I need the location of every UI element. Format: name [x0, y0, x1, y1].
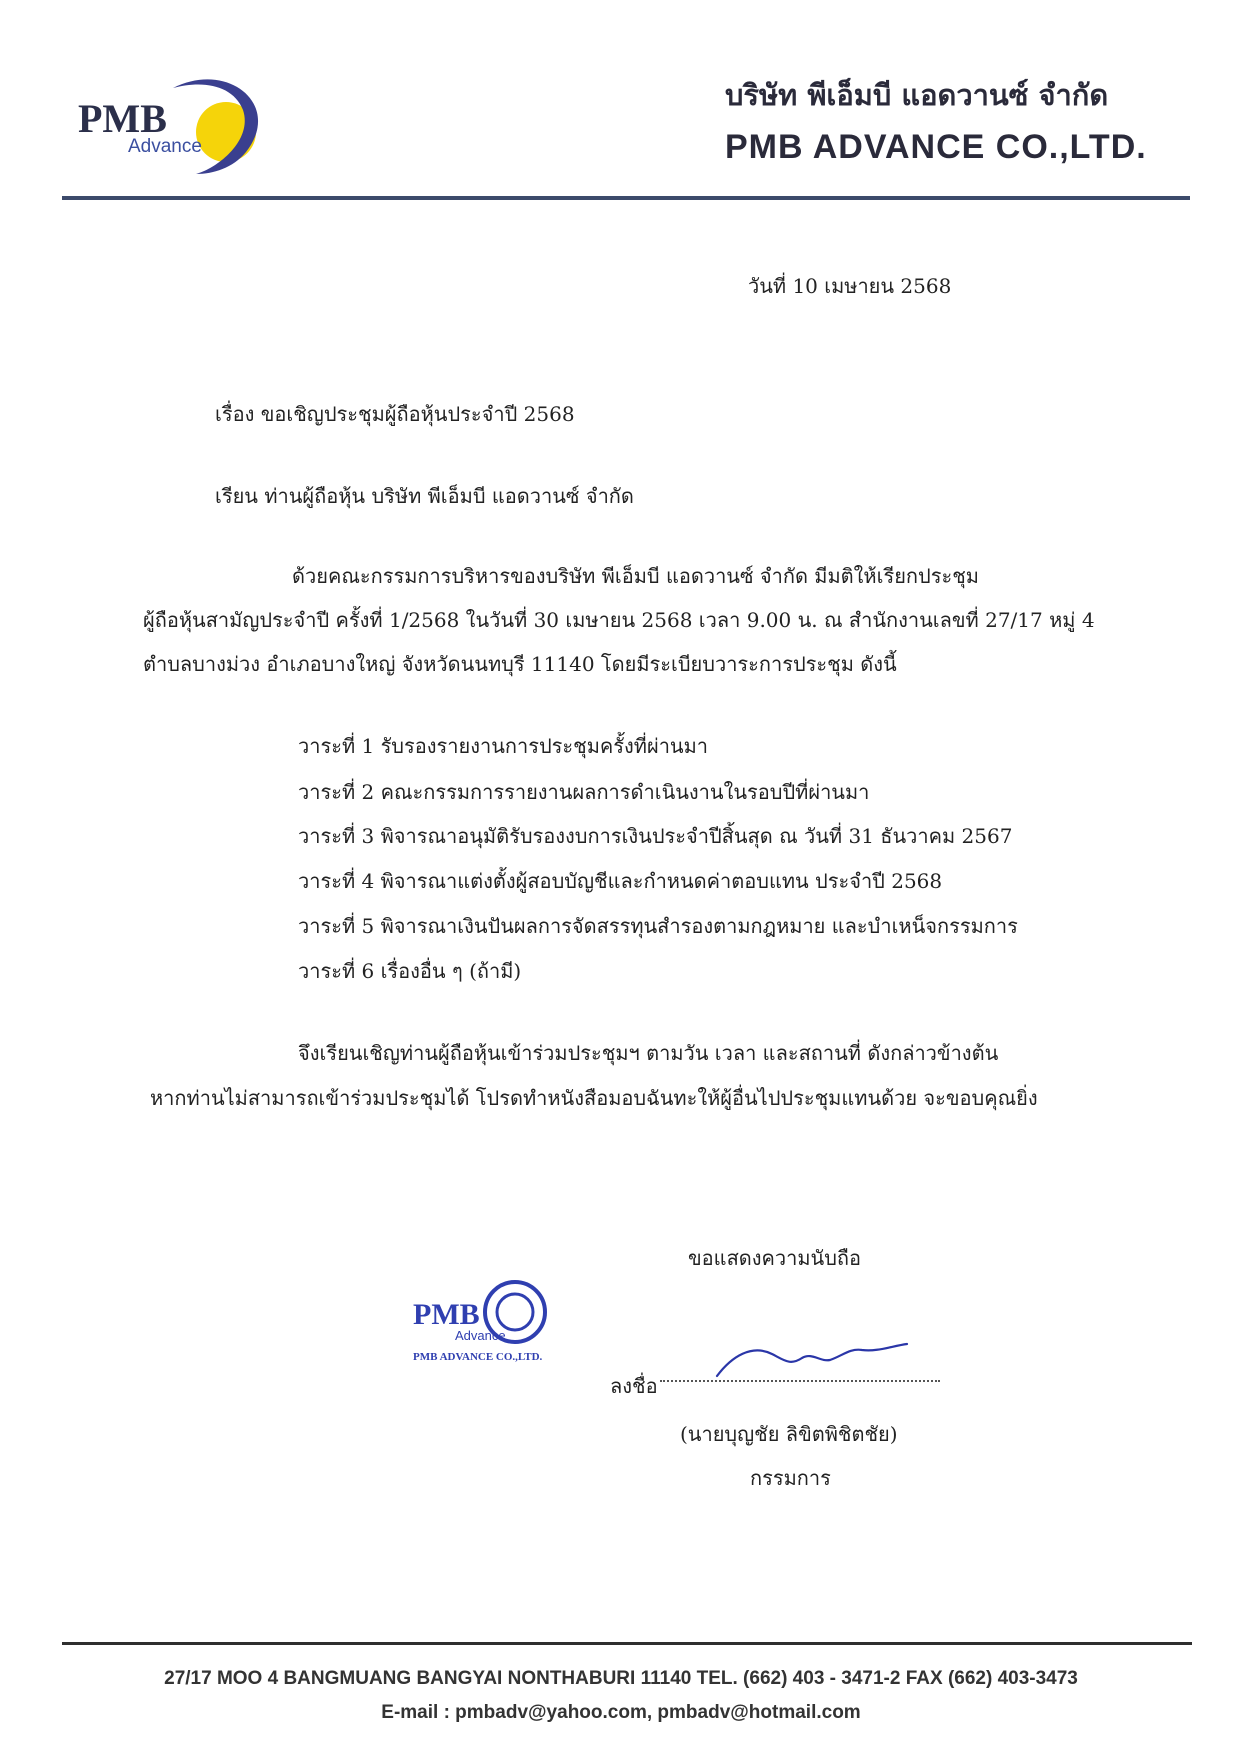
handwritten-signature: [712, 1336, 912, 1381]
agenda-item: วาระที่ 5 พิจารณาเงินปันผลการจัดสรรทุนสำรองตามกฎหมาย และบำเหน็จกรรมการ: [298, 914, 1018, 938]
paragraph-1-line-3: ตำบลบางม่วง อำเภอบางใหญ่ จังหวัดนนทบุรี 11140 โดยมีระเบียบวาระการประชุม ดังนี้: [143, 652, 897, 676]
letter-subject: เรื่อง ขอเชิญประชุมผู้ถือหุ้นประจำปี 2568: [215, 402, 575, 426]
paragraph-1-line-2: ผู้ถือหุ้นสามัญประจำปี ครั้งที่ 1/2568 ในวันที่ 30 เมษายน 2568 เวลา 9.00 น. ณ สำนักงานเลขที่ 27/17 หมู่ 4: [143, 608, 1095, 632]
stamp-sub-text: Advance: [455, 1328, 506, 1343]
agenda-item: วาระที่ 6 เรื่องอื่น ๆ (ถ้ามี): [298, 959, 522, 983]
stamp-main-text: PMB: [413, 1298, 480, 1331]
company-name-thai: บริษัท พีเอ็มบี แอดวานซ์ จำกัด: [725, 78, 1109, 112]
letter-salutation: เรียน ท่านผู้ถือหุ้น บริษัท พีเอ็มบี แอดวานซ์ จำกัด: [215, 484, 634, 508]
stamp-company-text: PMB ADVANCE CO.,LTD.: [413, 1351, 543, 1363]
closing: ขอแสดงความนับถือ: [688, 1246, 862, 1270]
agenda-item: วาระที่ 2 คณะกรรมการรายงานผลการดำเนินงานในรอบปีที่ผ่านมา: [298, 780, 870, 804]
company-name-english: PMB ADVANCE CO.,LTD.: [725, 128, 1147, 166]
signer-title: กรรมการ: [750, 1466, 831, 1490]
footer-divider: [62, 1642, 1192, 1645]
header-divider: [62, 196, 1190, 200]
letter-date: วันที่ 10 เมษายน 2568: [748, 274, 952, 298]
company-stamp: [405, 1272, 570, 1367]
stamp-inner-arc-icon: [497, 1294, 533, 1330]
logo-main-text: PMB: [78, 96, 167, 141]
signature-label: ลงชื่อ: [610, 1374, 658, 1398]
pmb-advance-logo: [78, 70, 288, 180]
agenda-item: วาระที่ 1 รับรองรายงานการประชุมครั้งที่ผ่านมา: [298, 734, 709, 758]
paragraph-2-line-1: จึงเรียนเชิญท่านผู้ถือหุ้นเข้าร่วมประชุมฯ ตามวัน เวลา และสถานที่ ดังกล่าวข้างต้น: [298, 1041, 999, 1065]
logo-sub-text: Advance: [128, 136, 202, 157]
paragraph-2-line-2: หากท่านไม่สามารถเข้าร่วมประชุมได้ โปรดทำหนังสือมอบฉันทะให้ผู้อื่นไปประชุมแทนด้วย จะขอบคุณยิ่ง: [150, 1086, 1038, 1110]
paragraph-1-line-1: ด้วยคณะกรรมการบริหารของบริษัท พีเอ็มบี แอดวานซ์ จำกัด มีมติให้เรียกประชุม: [292, 564, 979, 588]
agenda-item: วาระที่ 3 พิจารณาอนุมัติรับรองงบการเงินประจำปีสิ้นสุด ณ วันที่ 31 ธันวาคม 2567: [298, 824, 1013, 848]
agenda-item: วาระที่ 4 พิจารณาแต่งตั้งผู้สอบบัญชีและกำหนดค่าตอบแทน ประจำปี 2568: [298, 869, 943, 893]
signer-name: (นายบุญชัย ลิขิตพิชิตชัย): [680, 1422, 898, 1446]
footer-address: 27/17 MOO 4 BANGMUANG BANGYAI NONTHABURI 11140 TEL. (662) 403 - 3471-2 FAX (662) 403-3473: [164, 1668, 1078, 1689]
footer-email: E-mail : pmbadv@yahoo.com, pmbadv@hotmail.com: [381, 1702, 861, 1723]
